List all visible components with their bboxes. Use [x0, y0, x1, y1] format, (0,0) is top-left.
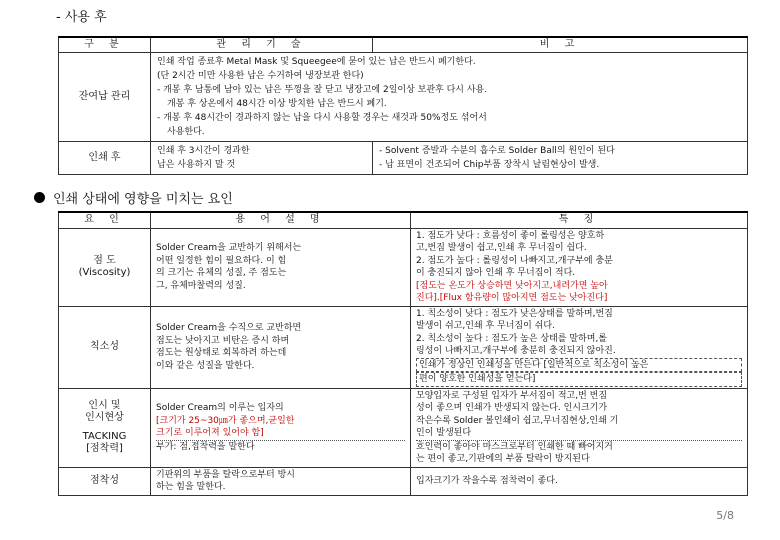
feature-line: 입자크기가 작을수록 점착력이 좋다.: [416, 475, 558, 486]
table-row: [59, 467, 748, 495]
feature-line: 1. 칙소성이 낮다 : 점도가 낮은상태를 말하며,번짐: [416, 308, 613, 319]
feature-line: 이 충진되지 않아 인쇄 후 무너짐이 적다.: [416, 268, 576, 278]
header-description: 용 어 설 명: [151, 212, 411, 228]
content-line: 사용한다.: [167, 127, 205, 137]
management-table-header: [59, 37, 748, 53]
label-line: 인시 및: [88, 399, 121, 411]
page-number: 5/8: [716, 509, 734, 522]
feature-line: 는 편이 좋고,기판에의 부품 탈락이 방지된다: [416, 454, 590, 464]
feature-line: 1. 점도가 낮다 : 흐름성이 좋이 롤링성은 양호하: [416, 230, 605, 241]
label-line: 칙소성: [90, 340, 119, 352]
desc-line: 이와 같은 성질을 말한다.: [156, 360, 255, 371]
factors-table: [58, 211, 748, 496]
row-note: [373, 142, 748, 175]
feature-line: 2. 칙소성이 높다 : 점도가 높은 상태를 말하며,롤: [416, 333, 607, 344]
label-line: [점착력]: [86, 443, 123, 454]
label-line: TACKING: [82, 430, 127, 442]
desc-line: 하는 힘을 말한다.: [156, 482, 226, 492]
table-row: [59, 306, 748, 388]
feature-line: 2. 점도가 높다 : 롤링성이 나빠지고,개구부에 충분: [416, 255, 613, 266]
row-description: [151, 228, 411, 306]
content-line: 개봉 후 상온에서 48시간 이상 방치한 납은 반드시 폐기.: [167, 99, 387, 109]
row-description: [151, 306, 411, 388]
feature-note-line: [점도는 온도가 상승하면 낮아지고,내려가면 높아: [416, 280, 608, 291]
desc-line: 부가: 점,접착력을 말한다: [156, 440, 405, 454]
row-label: [59, 306, 151, 388]
section-title-print-factors: [34, 188, 233, 207]
note-line: - 납 표면이 건조되어 Chip부품 장착시 날림현상이 발생.: [379, 160, 600, 170]
desc-line: Solder Cream을 수직으로 교반하면: [156, 323, 302, 333]
desc-red-line: 크기로 이루어져 있어야 함]: [156, 428, 264, 438]
feature-boxed-line: 편이 양호한 인쇄성을 얻는다]: [416, 372, 742, 387]
label-line: 점착성: [90, 474, 119, 486]
row-label: [59, 467, 151, 495]
header-category: 구 분: [59, 37, 151, 53]
content-line: (단 2시간 미만 사용한 납은 수거하여 냉장보관 한다): [157, 71, 364, 81]
feature-line: 작은수록 Solder 볼인쇄이 쉽고,무너짐현상,인쇄 기: [416, 415, 619, 426]
desc-line: Solder Cream의 이루는 입자의: [156, 403, 284, 413]
section-title-text: 인쇄 상태에 영향을 미치는 요인: [53, 192, 233, 207]
feature-line: 성이 좋으며 인쇄가 반생되지 않는다. 인시크기가: [416, 403, 608, 413]
header-management: 관 리 기 술: [151, 37, 373, 53]
row-features: [411, 228, 748, 306]
row-label: [59, 228, 151, 306]
desc-line: 그, 유체마찰력의 성질.: [156, 280, 246, 291]
row-features: [411, 467, 748, 495]
desc-line: 어떤 일정한 힘이 필요하다. 이 힘: [156, 255, 287, 266]
table-row: [59, 53, 748, 142]
row-description: [151, 467, 411, 495]
content-line: 인쇄 작업 종료후 Metal Mask 및 Squeegee에 묻어 있는 납은 반드시 폐기한다.: [157, 57, 476, 67]
desc-line: 점도는 낮아지고 비탄은 증시 하며: [156, 335, 290, 346]
row-content: [151, 142, 373, 175]
content-line: - 개봉 후 48시간이 경과하지 않는 납을 다시 사용할 경우는 새것과 50%정도 섞어서: [157, 113, 487, 123]
row-features: [411, 306, 748, 388]
content-line: 인쇄 후 3시간이 경과한: [157, 146, 250, 156]
row-content: [151, 53, 748, 142]
bullet-icon: [34, 192, 45, 203]
desc-line: 기판위의 부품을 탈락으로부터 방시: [156, 469, 295, 480]
desc-line: 점도는 원상태로 회복하려 하는데: [156, 348, 287, 358]
row-label: [59, 388, 151, 467]
label-line: 점 도: [93, 254, 116, 266]
row-description: [151, 388, 411, 467]
header-remarks: 비 고: [373, 37, 748, 53]
header-factor: 요 인: [59, 212, 151, 228]
desc-line: Solder Cream을 교반하기 위해서는: [156, 243, 302, 253]
section-title-after-use: - 사용 후: [56, 10, 107, 25]
feature-boxed-line: 인쇄가 정상인 인쇄성을 만든다 [일반적으로 칙소성이 높은: [416, 358, 742, 373]
row-label: 잔여납 관리: [59, 53, 151, 142]
feature-note-line: 진다].[Flux 함유량이 많아지면 점도는 낮아진다]: [416, 293, 608, 303]
label-line: 인시현상: [85, 412, 124, 423]
content-line: 납은 사용하지 말 것: [157, 160, 236, 170]
desc-line: 의 크기는 유체의 성질, 주 점도는: [156, 268, 287, 278]
feature-line: 고,번짐 발생이 쉽고,인쇄 후 무너짐이 쉽다.: [416, 243, 587, 253]
feature-line: 흐인력이 좋아야 마스크로부터 인쇄한 때 빠어지거: [416, 440, 742, 454]
feature-line: 발생이 쉬고,인쇄 후 무너짐이 쉬다.: [416, 321, 555, 331]
table-row: [59, 388, 748, 467]
header-features: 특 징: [411, 212, 748, 228]
feature-line: 인이 발생된다: [416, 428, 472, 438]
feature-line: 모양입자로 구성된 입자가 부서짐이 적고,번 번짐: [416, 390, 608, 401]
note-line: - Solvent 증발과 수분의 흡수로 Solder Ball의 원인이 된다: [379, 146, 615, 156]
label-line: (Viscosity): [78, 267, 131, 278]
desc-red-line: [크기가 25~30㎛가 좋으며,균일한: [156, 415, 295, 426]
factors-table-header: [59, 212, 748, 228]
feature-line: 링성이 나빠지고,개구부에 충분히 충진되지 않아진.: [416, 346, 616, 356]
content-line: - 개봉 후 남통에 남아 있는 납은 뚜껑을 잘 닫고 냉장고에 2일이상 보관후 다시 사용.: [157, 85, 488, 95]
row-features: [411, 388, 748, 467]
management-table: [58, 36, 748, 175]
table-row: [59, 228, 748, 306]
table-row: [59, 142, 748, 175]
row-label: 인쇄 후: [59, 142, 151, 175]
